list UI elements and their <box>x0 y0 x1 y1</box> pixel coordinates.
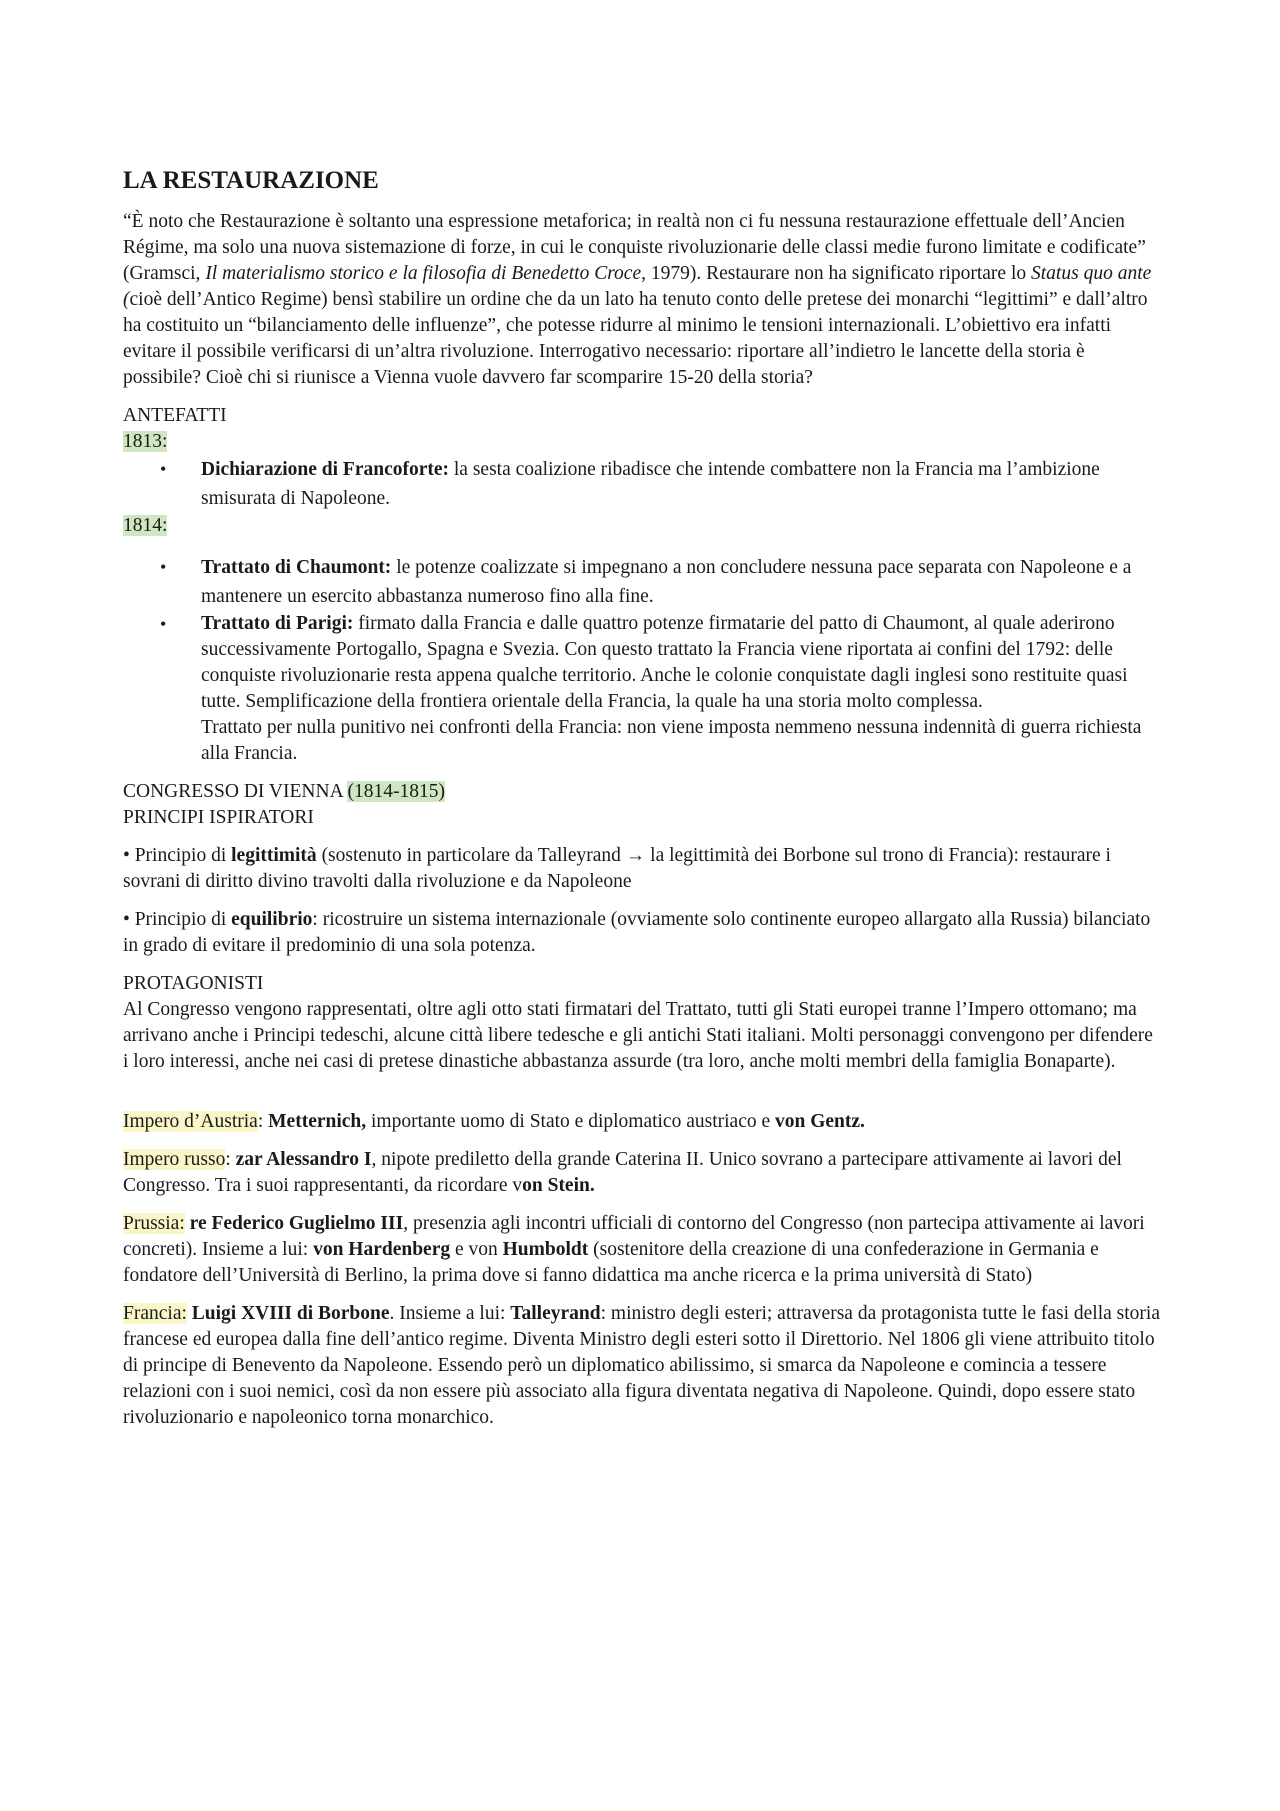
text: e von <box>450 1239 503 1260</box>
person-name: Luigi XVIII di Borbone <box>186 1303 390 1324</box>
page-title: LA RESTAURAZIONE <box>123 167 379 194</box>
state-label: Francia: <box>123 1303 187 1324</box>
bullet-icon: • <box>160 557 167 577</box>
intro-text: , 1979). Restaurare non ha significato riportare lo <box>641 263 1032 284</box>
person-name: zar Alessandro I <box>235 1149 372 1170</box>
congresso-section <box>123 779 1163 959</box>
year-label: 1813: <box>123 431 168 452</box>
item-text: la sesta coalizione ribadisce che intende combattere non la Francia ma l’ambizione smisurata di Napoleone. <box>201 459 1100 509</box>
principle-equilibrio <box>123 907 1163 959</box>
item-title: Trattato di Parigi: <box>201 613 354 634</box>
protagonist-austria <box>123 1109 1163 1135</box>
person-name: Metternich, <box>268 1111 367 1132</box>
principle-name: legittimità <box>231 845 317 866</box>
item-text: firmato dalla Francia e dalle quattro potenze firmatarie del patto di Chaumont, al quale aderirono successivamente Portogallo, Spagna e Svezia. Con questo trattato la Francia viene riportata ai confini del 1792: delle conquiste rivoluzionarie resta appena qualche territorio. Anche le colonie conquistate dagli inglesi sono restituite quasi tutte. Semplificazione della frontiera orientale della Francia, la quale ha una storia molto complessa. <box>201 613 1128 712</box>
item-title: Trattato di Chaumont: <box>201 557 392 578</box>
state-label: Prussia: <box>123 1213 185 1234</box>
text: (sostenitore della creazione di una confederazione in Germania e fondatore dell’Università di Berlino, la prima dove si fanno didattica ma anche ricerca e la prima università di Stato) <box>123 1239 1099 1286</box>
text: , nipote prediletto della grande Caterina II. Unico sovrano a partecipare attivamente ai lavori del Congresso. Tra i suoi rappresentanti, da ricordare v <box>123 1149 1122 1196</box>
antefatti-section <box>123 403 1163 767</box>
item-text: Trattato per nulla punitivo nei confronti della Francia: non viene imposta nemmeno nessuna indennità di guerra richiesta alla Francia. <box>201 717 1142 764</box>
principle-text: • Principio di <box>123 845 232 866</box>
bullet-icon: • <box>160 614 167 634</box>
antefatti-list-1814 <box>123 553 1163 767</box>
list-item <box>123 611 1163 767</box>
person-name: re Federico Guglielmo III <box>184 1213 404 1234</box>
intro-text: “È noto che Restaurazione è soltanto una espressione metaforica; in realtà non ci fu nessuna restaurazione effettuale dell’Ancien Régime, ma solo una nuova sistemazione di forze, in cui le conquiste rivoluzionarie delle classi medie furono limitate e codificate” (Gramsci, <box>123 211 1146 284</box>
section-heading-congresso <box>123 779 1163 805</box>
person-name: von Hardenberg <box>313 1239 451 1260</box>
document-body <box>123 165 1163 1443</box>
person-name: on Stein. <box>522 1175 595 1196</box>
principle-legittimita <box>123 843 1163 895</box>
bullet-icon: • <box>160 459 167 479</box>
year-label: 1814: <box>123 515 168 536</box>
principle-text: (sostenuto in particolare da Talleyrand → la legittimità dei Borbone sul trono di Francia): restaurare i sovrani di diritto divino travolti dalla rivoluzione e da Napoleone <box>123 845 1111 892</box>
item-text: le potenze coalizzate si impegnano a non concludere nessuna pace separata con Napoleone e a mantenere un esercito abbastanza numeroso fino alla fine. <box>201 557 1132 607</box>
protagonist-francia <box>123 1301 1163 1431</box>
latin-phrase: Status quo ante ( <box>123 263 1152 310</box>
book-title: Il materialismo storico e la filosofia di Benedetto Croce <box>205 263 642 284</box>
text: , presenzia agli incontri ufficiali di contorno del Congresso (non partecipa attivamente ai lavori concreti). Insieme a lui: <box>123 1213 1145 1260</box>
principle-text: : ricostruire un sistema internazionale (ovviamente solo continente europeo allargato alla Russia) bilanciato in grado di evitare il predominio di una sola potenza. <box>123 909 1151 956</box>
text: : ministro degli esteri; attraversa da protagonista tutte le fasi della storia francese ed europea dalla fine dell’antico regime. Diventa Ministro degli esteri sotto il Direttorio. Nel 1806 gli viene attribuito titolo di principe di Benevento da Napoleone. Essendo però un diplomatico abilissimo, si smarca da Napoleone e comincia a tessere relazioni con i suoi nemici, così da non essere più associato alla figura diventata negativa di Napoleone. Quindi, dopo essere stato rivoluzionario e napoleonico torna monarchico. <box>123 1303 1160 1428</box>
date-range: (1814-1815) <box>347 781 445 802</box>
list-item <box>123 455 1163 513</box>
state-label: Impero russo <box>123 1149 226 1170</box>
item-title: Dichiarazione di Francoforte: <box>201 459 450 480</box>
protagonisti-section <box>123 971 1163 1431</box>
section-subheading-principi: PRINCIPI ISPIRATORI <box>123 807 314 828</box>
heading-text: CONGRESSO DI VIENNA <box>123 781 348 802</box>
section-heading-protagonisti: PROTAGONISTI <box>123 973 264 994</box>
section-heading-antefatti: ANTEFATTI <box>123 405 227 426</box>
principle-name: equilibrio <box>231 909 313 930</box>
text: : <box>257 1111 269 1132</box>
text: importante uomo di Stato e diplomatico austriaco e <box>366 1111 776 1132</box>
principle-text: • Principio di <box>123 909 232 930</box>
intro-paragraph <box>123 209 1163 391</box>
protagonist-prussia <box>123 1211 1163 1289</box>
list-item <box>123 553 1163 611</box>
state-label: Impero d’Austria <box>123 1111 258 1132</box>
person-name: Humboldt <box>502 1239 589 1260</box>
antefatti-list-1813 <box>123 455 1163 513</box>
text: . Insieme a lui: <box>389 1303 511 1324</box>
person-name: von Gentz. <box>775 1111 865 1132</box>
protagonisti-intro: Al Congresso vengono rappresentati, oltre agli otto stati firmatari del Trattato, tutti gli Stati europei tranne l’Impero ottomano; ma arrivano anche i Principi tedeschi, alcune città libere tedesche e gli antichi Stati italiani. Molti personaggi convengono per difendere i loro interessi, anche nei casi di pretese dinastiche abbastanza assurde (tra loro, anche molti membri della famiglia Bonaparte). <box>123 999 1153 1072</box>
text: : <box>225 1149 236 1170</box>
intro-text: cioè dell’Antico Regime) bensì stabilire un ordine che da un lato ha tenuto conto delle pretese dei monarchi “legittimi” e dall’altro ha costituito un “bilanciamento delle influenze”, che potesse ridurre al minimo le tensioni internazionali. L’obiettivo era infatti evitare il possibile verificarsi di un’altra rivoluzione. Interrogativo necessario: riportare all’indietro le lancette della storia è possibile? Cioè chi si riunisce a Vienna vuole davvero far scomparire 15-20 della storia? <box>123 289 1148 388</box>
person-name: Talleyrand <box>510 1303 601 1324</box>
protagonist-russia <box>123 1147 1163 1199</box>
